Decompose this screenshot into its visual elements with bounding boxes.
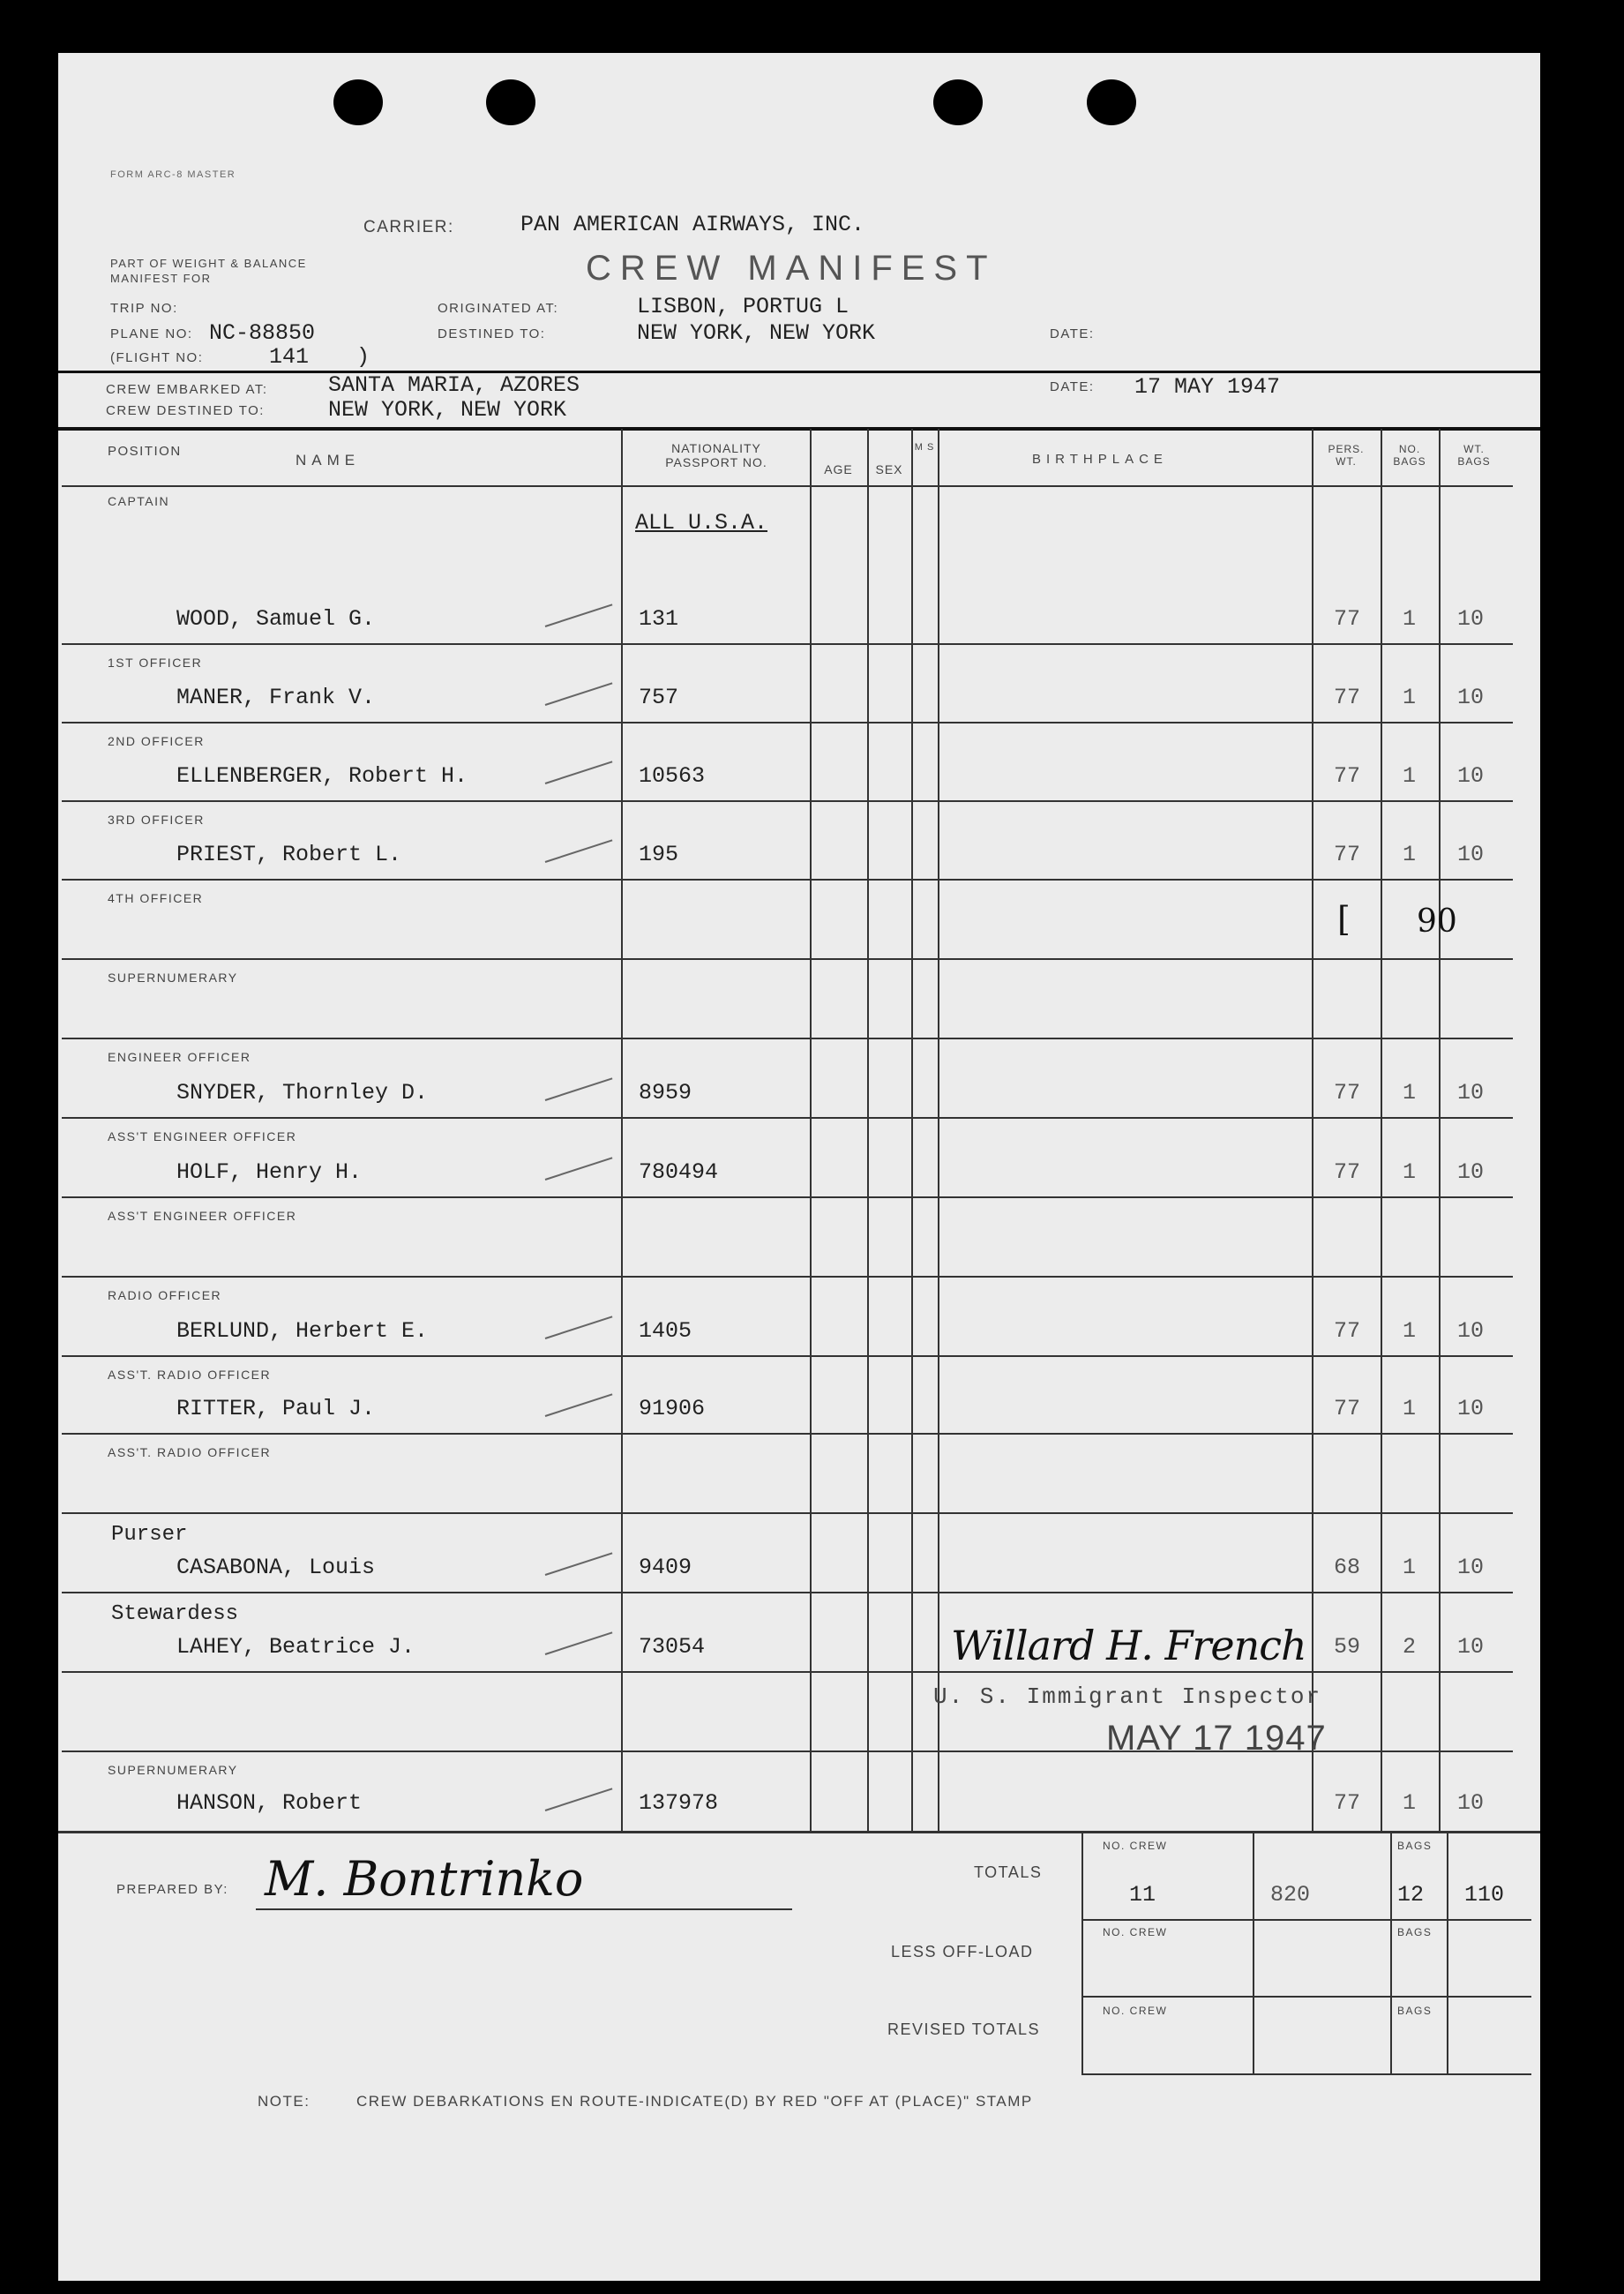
position-label: SUPERNUMERARY — [108, 1763, 238, 1777]
column-divider — [1312, 429, 1313, 1831]
table-bottom-rule — [58, 1831, 1540, 1833]
nationality-header — [623, 441, 810, 469]
inspector-signature: Willard H. French — [951, 1622, 1306, 1669]
column-divider — [1439, 429, 1441, 1831]
bag-weight: 10 — [1457, 1318, 1485, 1344]
crew-name: BERLUND, Herbert E. — [176, 1318, 429, 1344]
destined-label: DESTINED TO: — [438, 326, 546, 341]
position-header: POSITION — [108, 444, 182, 459]
no-crew-label-1: NO. CREW — [1103, 1840, 1168, 1852]
bag-weight: 10 — [1457, 763, 1485, 789]
row-divider — [62, 958, 1513, 960]
inspector-date-stamp: MAY 17 1947 — [1106, 1719, 1327, 1758]
personal-weight: 77 — [1334, 606, 1361, 632]
passport-number: 195 — [639, 842, 679, 867]
no-bags-header — [1381, 443, 1439, 468]
personal-weight: 77 — [1334, 1396, 1361, 1421]
crew-name: HOLF, Henry H. — [176, 1159, 363, 1185]
totals-divider — [1081, 1831, 1083, 2073]
row-divider — [62, 643, 1513, 645]
bags-label-1: BAGS — [1397, 1840, 1433, 1852]
nationality-note: ALL U.S.A. — [635, 510, 768, 536]
handwritten-total: 90 — [1417, 903, 1457, 940]
flight-label: (FLIGHT NO: — [110, 350, 204, 365]
bag-count: 1 — [1403, 763, 1417, 789]
position-label: ASS'T. RADIO OFFICER — [108, 1445, 272, 1459]
row-divider — [62, 1671, 1513, 1673]
form-number: FORM ARC-8 MASTER — [110, 169, 236, 180]
position-label: 2ND OFFICER — [108, 734, 205, 748]
personal-weight: 77 — [1334, 763, 1361, 789]
bag-count: 1 — [1403, 1159, 1417, 1185]
row-divider — [62, 1117, 1513, 1119]
bag-weight: 10 — [1457, 606, 1485, 632]
pers-wt-header-line2: WT. — [1336, 455, 1357, 468]
position-label: SUPERNUMERARY — [108, 971, 238, 985]
bag-count: 1 — [1403, 1080, 1417, 1106]
column-divider — [1381, 429, 1382, 1831]
totals-divider — [1253, 1831, 1254, 2073]
column-divider — [938, 429, 939, 1831]
crew-name: RITTER, Paul J. — [176, 1396, 376, 1421]
nationality-header-line1: NATIONALITY — [671, 441, 761, 455]
passport-number: 10563 — [639, 763, 706, 789]
passport-number: 73054 — [639, 1634, 706, 1660]
wt-bags-header-line2: BAGS — [1457, 455, 1491, 468]
row-divider — [62, 1196, 1513, 1198]
preparer-signature: M. Bontrinko — [265, 1851, 584, 1907]
row-divider — [62, 800, 1513, 802]
column-divider — [911, 429, 913, 1831]
totals-divider — [1447, 1831, 1448, 2073]
sex-header: SEX — [875, 462, 903, 476]
flight-value: 141 — [269, 344, 310, 370]
row-divider — [62, 1592, 1513, 1593]
crew-name: SNYDER, Thornley D. — [176, 1080, 429, 1106]
passport-number: 8959 — [639, 1080, 692, 1106]
personal-weight: 77 — [1334, 1318, 1361, 1344]
plane-value: NC-88850 — [209, 320, 316, 346]
bags-label-3: BAGS — [1397, 2005, 1433, 2017]
punch-hole — [333, 79, 383, 125]
row-divider — [62, 722, 1513, 723]
totals-no-crew: 11 — [1129, 1882, 1156, 1908]
totals-divider — [1081, 1919, 1531, 1921]
originated-value: LISBON, PORTUG L — [637, 294, 849, 319]
no-bags-header-line1: NO. — [1398, 443, 1421, 455]
passport-number: 137978 — [639, 1790, 719, 1816]
crew-name: HANSON, Robert — [176, 1790, 363, 1816]
row-divider — [62, 1512, 1513, 1514]
row-divider — [62, 485, 1513, 487]
pers-wt-header — [1312, 443, 1381, 468]
crew-name: CASABONA, Louis — [176, 1555, 376, 1580]
nationality-header-line2: PASSPORT NO. — [665, 455, 767, 469]
row-divider — [62, 1276, 1513, 1278]
position-label: Purser — [111, 1523, 188, 1547]
position-label: 3RD OFFICER — [108, 813, 205, 827]
personal-weight: 68 — [1334, 1555, 1361, 1580]
position-label: 4TH OFFICER — [108, 891, 204, 905]
punch-hole — [486, 79, 535, 125]
totals-divider — [1081, 1996, 1531, 1998]
crew-destined-value: NEW YORK, NEW YORK — [328, 397, 567, 423]
bag-weight: 10 — [1457, 1159, 1485, 1185]
column-divider — [867, 429, 869, 1831]
position-label: RADIO OFFICER — [108, 1288, 222, 1302]
totals-weight: 820 — [1270, 1882, 1311, 1908]
bag-weight: 10 — [1457, 1790, 1485, 1816]
bag-count: 1 — [1403, 1396, 1417, 1421]
column-divider — [621, 429, 623, 1831]
prepared-by-label: PREPARED BY: — [116, 1882, 228, 1897]
age-header: AGE — [824, 462, 853, 476]
date-label-2: DATE: — [1050, 379, 1095, 394]
bag-weight: 10 — [1457, 1080, 1485, 1106]
originated-label: ORIGINATED AT: — [438, 301, 559, 316]
crew-name: LAHEY, Beatrice J. — [176, 1634, 415, 1660]
passport-number: 1405 — [639, 1318, 692, 1344]
name-header: NAME — [296, 452, 361, 469]
page-title: CREW MANIFEST — [586, 249, 997, 288]
bag-count: 2 — [1403, 1634, 1417, 1660]
bags-label-2: BAGS — [1397, 1926, 1433, 1938]
note-text: CREW DEBARKATIONS EN ROUTE-INDICATE(D) BY RED "OFF AT (PLACE)" STAMP — [356, 2093, 1033, 2110]
personal-weight: 59 — [1334, 1634, 1361, 1660]
totals-divider — [1390, 1831, 1392, 2073]
bag-weight: 10 — [1457, 1396, 1485, 1421]
bag-count: 1 — [1403, 1555, 1417, 1580]
passport-number: 757 — [639, 685, 679, 710]
carrier-label: CARRIER: — [363, 218, 454, 236]
row-divider — [62, 1038, 1513, 1039]
embarked-value: SANTA MARIA, AZORES — [328, 372, 580, 398]
row-divider — [62, 1355, 1513, 1357]
personal-weight: 77 — [1334, 1159, 1361, 1185]
position-label: ENGINEER OFFICER — [108, 1050, 251, 1064]
totals-bags: 12 — [1397, 1882, 1425, 1908]
position-label: ASS'T ENGINEER OFFICER — [108, 1209, 297, 1223]
bracket-mark: [ — [1337, 900, 1351, 939]
pers-wt-header-line1: PERS. — [1328, 443, 1365, 455]
position-label: 1ST OFFICER — [108, 656, 203, 670]
bag-count: 1 — [1403, 1318, 1417, 1344]
passport-number: 131 — [639, 606, 679, 632]
crew-name: ELLENBERGER, Robert H. — [176, 763, 468, 789]
bag-count: 1 — [1403, 606, 1417, 632]
carrier-value: PAN AMERICAN AIRWAYS, INC. — [520, 212, 865, 237]
punch-hole — [1087, 79, 1136, 125]
prepared-by-line — [256, 1908, 792, 1910]
date-label: DATE: — [1050, 326, 1095, 341]
totals-divider — [1081, 2073, 1531, 2075]
personal-weight: 77 — [1334, 842, 1361, 867]
bag-count: 1 — [1403, 842, 1417, 867]
birthplace-header: BIRTHPLACE — [1032, 452, 1168, 467]
crew-name: PRIEST, Robert L. — [176, 842, 402, 867]
passport-number: 9409 — [639, 1555, 692, 1580]
ms-header: M S — [914, 442, 935, 453]
row-divider — [62, 1433, 1513, 1435]
position-label: Stewardess — [111, 1602, 239, 1626]
flight-close: ) — [356, 344, 370, 370]
embarked-label: CREW EMBARKED AT: — [106, 382, 268, 397]
personal-weight: 77 — [1334, 1790, 1361, 1816]
position-label: CAPTAIN — [108, 494, 170, 508]
totals-wt-bags: 110 — [1464, 1882, 1505, 1908]
trip-label: TRIP NO: — [110, 301, 178, 316]
personal-weight: 77 — [1334, 1080, 1361, 1106]
table-top-rule — [58, 427, 1540, 431]
totals-label: TOTALS — [974, 1863, 1043, 1881]
passport-number: 780494 — [639, 1159, 719, 1185]
plane-label: PLANE NO: — [110, 326, 193, 341]
bag-weight: 10 — [1457, 842, 1485, 867]
personal-weight: 77 — [1334, 685, 1361, 710]
no-crew-label-2: NO. CREW — [1103, 1926, 1168, 1938]
no-bags-header-line2: BAGS — [1393, 455, 1426, 468]
punch-hole — [933, 79, 983, 125]
row-divider — [62, 879, 1513, 881]
column-divider — [810, 429, 812, 1831]
revised-totals-label: REVISED TOTALS — [887, 2020, 1041, 2038]
note-label: NOTE: — [258, 2093, 311, 2110]
bag-count: 1 — [1403, 685, 1417, 710]
crew-destined-label: CREW DESTINED TO: — [106, 403, 265, 418]
date-value: 17 MAY 1947 — [1134, 374, 1281, 400]
weight-balance-label: PART OF WEIGHT & BALANCE — [110, 257, 307, 270]
crew-name: WOOD, Samuel G. — [176, 606, 376, 632]
no-crew-label-3: NO. CREW — [1103, 2005, 1168, 2017]
bag-weight: 10 — [1457, 1634, 1485, 1660]
bag-weight: 10 — [1457, 685, 1485, 710]
wt-bags-header-line1: WT. — [1463, 443, 1485, 455]
inspector-title: U. S. Immigrant Inspector — [933, 1683, 1322, 1710]
position-label: ASS'T ENGINEER OFFICER — [108, 1129, 297, 1143]
bag-weight: 10 — [1457, 1555, 1485, 1580]
header-rule — [58, 371, 1540, 373]
less-offload-label: LESS OFF-LOAD — [891, 1943, 1034, 1960]
weight-balance-label-2: MANIFEST FOR — [110, 272, 212, 285]
bag-count: 1 — [1403, 1790, 1417, 1816]
crew-name: MANER, Frank V. — [176, 685, 376, 710]
wt-bags-header — [1439, 443, 1509, 468]
destined-value: NEW YORK, NEW YORK — [637, 320, 876, 346]
passport-number: 91906 — [639, 1396, 706, 1421]
position-label: ASS'T. RADIO OFFICER — [108, 1368, 272, 1382]
